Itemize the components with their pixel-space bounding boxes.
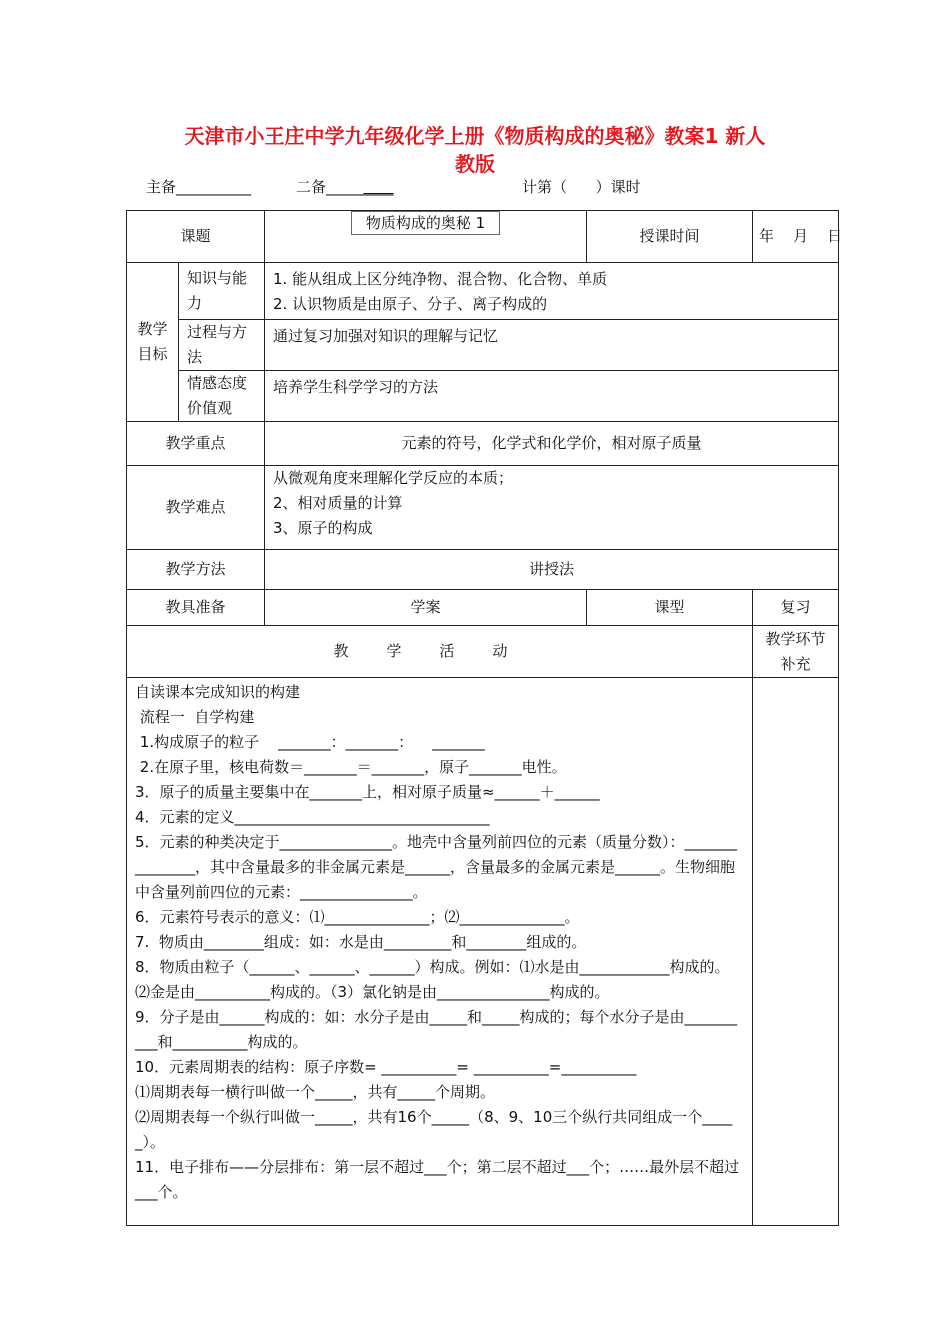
difficulty-row xyxy=(127,466,839,550)
period-count-field: 计第（ ）课时 xyxy=(522,178,641,196)
type-value: 复习 xyxy=(753,590,839,626)
activity-header xyxy=(127,626,753,678)
supplement-content xyxy=(753,678,839,1226)
topic-row xyxy=(127,211,839,263)
second-prep-field xyxy=(296,178,394,196)
difficulty-content xyxy=(265,466,839,550)
activity-line: 8．物质由粒子（______、______、______）构成。例如：⑴水是由____________构成的。 xyxy=(135,958,730,976)
goal-label-attitude: 情感态度价值观 xyxy=(179,371,265,422)
key-point-label: 教学重点 xyxy=(127,422,265,466)
activity-line: 2.在原子里，核电荷数＝_______＝_______，原子_______电性。 xyxy=(135,758,567,776)
difficulty-line: 从微观角度来理解化学反应的本质； xyxy=(273,469,514,487)
key-point-row xyxy=(127,422,839,466)
key-point-value: 元素的符号，化学式和化学价，相对原子质量 xyxy=(265,422,839,466)
supplement-header xyxy=(753,626,839,678)
activity-line: 11．电子排布——分层排布：第一层不超过___个；第二层不超过___个；……最外层不超过___个。 xyxy=(135,1158,740,1201)
activity-body-row xyxy=(127,678,839,1226)
activity-line: 9．分子是由______构成的：如：水分子是由_____和_____构成的；每个水分子是由__________和__________构成的。 xyxy=(135,1008,738,1051)
method-row xyxy=(127,550,839,590)
activity-line: 自读课本完成知识的构建 xyxy=(135,683,301,701)
activity-line: 10．元素周期表的结构：原子序数= __________= __________=__________ xyxy=(135,1058,637,1076)
type-label: 课型 xyxy=(587,590,753,626)
difficulty-line: 2、相对质量的计算 xyxy=(273,494,403,512)
activity-line: ⑵金是由__________构成的。（3）氯化钠是由_______________构成的。 xyxy=(135,983,610,1001)
activity-line: 7. 物质由________组成：如：水是由_________和________组成的。 xyxy=(135,933,587,951)
activity-label: 教学活动 xyxy=(333,642,546,660)
time-label: 授课时间 xyxy=(587,211,753,263)
goal-content-knowledge xyxy=(265,263,839,320)
document-title xyxy=(130,122,820,178)
time-value: 年 月 日 xyxy=(753,211,839,263)
goal-line: 2. 认识物质是由原子、分子、离子构成的 xyxy=(273,295,548,313)
tools-value: 学案 xyxy=(265,590,587,626)
goal-content-process xyxy=(265,320,839,371)
difficulty-label: 教学难点 xyxy=(127,466,265,550)
main-prep-field: 主备__________ xyxy=(146,178,252,196)
goal-row-knowledge xyxy=(127,263,839,320)
topic-label: 课题 xyxy=(127,211,265,263)
activity-line: 6．元素符号表示的意义：⑴______________；⑵______________。 xyxy=(135,908,580,926)
supplement-label-1: 教学环节 xyxy=(765,629,826,648)
activity-line: 流程一 自学构建 xyxy=(135,708,255,726)
topic-cell xyxy=(265,211,587,263)
goal-line: 1. 能从组成上区分纯净物、混合物、化合物、单质 xyxy=(273,270,608,288)
goal-label-knowledge: 知识与能力 xyxy=(179,263,265,320)
second-prep-underline: ____ xyxy=(363,178,394,196)
activity-header-row xyxy=(127,626,839,678)
activity-line: ⑴周期表每一横行叫做一个_____，共有_____个周期。 xyxy=(135,1083,496,1101)
method-value: 讲授法 xyxy=(265,550,839,590)
goal-row-process xyxy=(127,320,839,371)
activity-content xyxy=(127,678,753,1226)
lesson-plan-table xyxy=(126,210,843,1226)
goal-line: 通过复习加强对知识的理解与记忆 xyxy=(273,327,499,345)
activity-line: 1.构成原子的粒子 _______：_______： _______ xyxy=(135,733,485,751)
activity-line: 5．元素的种类决定于_______________。地壳中含量列前四位的元素（质量分数）：_______________，其中含量最多的非金属元素是______，含量最多的金属元素是______。生物细胞中含量列前四位的元素：_______________。 xyxy=(135,833,738,901)
activity-line: ⑵周期表每一个纵行叫做一_____，共有16个_____（8、9、10三个纵行共同组成一个_____）。 xyxy=(135,1108,733,1151)
goal-row-attitude xyxy=(127,371,839,422)
goal-content-attitude xyxy=(265,371,839,422)
second-prep-text: 二备_____ xyxy=(296,178,364,196)
goals-label: 教学目标 xyxy=(127,263,179,422)
activity-line: 3．原子的质量主要集中在_______上，相对原子质量≈______＋______ xyxy=(135,783,600,801)
goal-line: 培养学生科学学习的方法 xyxy=(273,378,439,396)
tools-label: 教具准备 xyxy=(127,590,265,626)
method-label: 教学方法 xyxy=(127,550,265,590)
topic-value: 物质构成的奥秘 1 xyxy=(351,211,500,235)
activity-line: 4．元素的定义__________________________________ xyxy=(135,808,490,826)
title-line-1: 天津市小王庄中学九年级化学上册《物质构成的奥秘》教案1 新人 xyxy=(184,124,766,148)
tools-row xyxy=(127,590,839,626)
title-line-2: 教版 xyxy=(455,152,495,176)
difficulty-line: 3、原子的构成 xyxy=(273,519,373,537)
goal-label-process: 过程与方法 xyxy=(179,320,265,371)
supplement-label-2: 补充 xyxy=(780,654,811,673)
